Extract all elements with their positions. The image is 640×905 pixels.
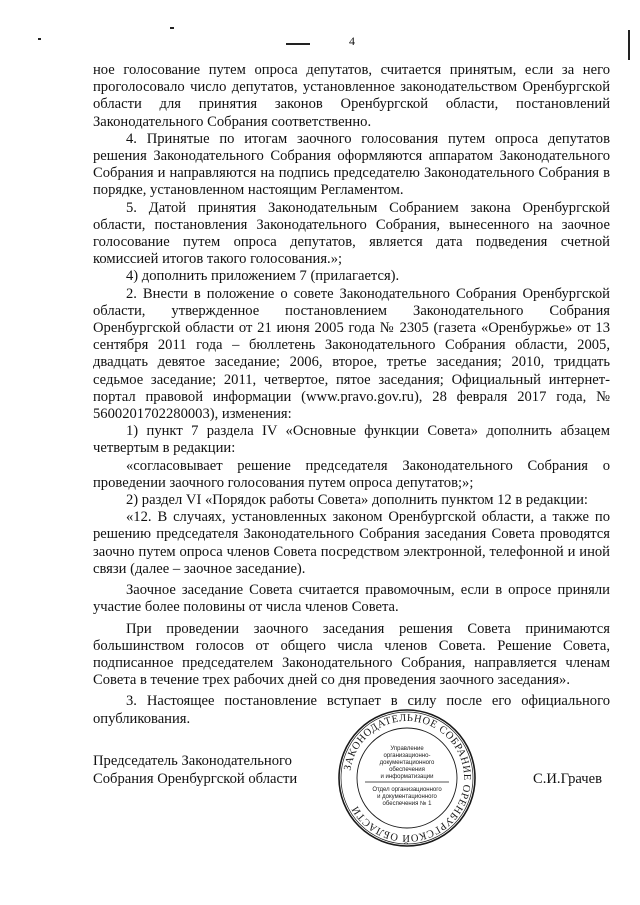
paragraph: Заочное заседание Совета считается правомочным, если в опросе приняли участие более половины от числа членов Совета. [93,582,610,616]
scan-mark [170,27,174,29]
paragraph: 1) пункт 7 раздела IV «Основные функции Совета» дополнить абзацем четвертым в редакции: [93,423,610,457]
position-line: Председатель Законодательного [93,753,292,769]
paragraph: «согласовывает решение председателя Законодательного Собрания о проведении заочного голосования путем опроса депутатов;»; [93,457,610,491]
official-seal [337,708,477,848]
seal-inner-line: и документационного [377,794,437,800]
seal-inner-line: Отдел организационного [372,787,442,793]
position-line: Собрания Оренбургской области [93,771,298,787]
body-text [93,62,610,728]
paragraph: 3. Настоящее постановление вступает в силу после его официального опубликования. [93,693,610,727]
signatory-name: С.И.Грачев [533,771,602,787]
paragraph: ное голосование путем опроса депутатов, считается принятым, если за него проголосовало число депутатов, установленное законодательством Оренбургской области для принятия законов Оренбургской области, постановлений Законодательного Собрания соответственно. [93,62,610,130]
paragraph: «12. В случаях, установленных законом Оренбургской области, а также по решению председателя Законодательного Собрания заседания Совета проводятся заочно путем опроса членов Совета посредством электронной, телефонной и иной связи (далее – заочное заседание). [93,509,610,577]
paragraph: 4. Принятые по итогам заочного голосования путем опроса депутатов решения Законодательного Собрания оформляются аппаратом Законодательного Собрания и направляются на подпись председателю Законодательного Собрания в порядке, установленном настоящим Регламентом. [93,130,610,199]
seal-inner-line: и информатизации [380,774,434,780]
signatory-position [93,752,323,788]
scan-mark [286,43,310,45]
page-number: 4 [349,34,355,48]
paragraph: 5. Датой принятия Законодательным Собранием закона Оренбургской области, постановления Законодательного Собрания, вынесенного на заочное голосование путем опроса депутатов, является дата подведения счетной комиссией итогов такого голосования.»; [93,199,610,268]
paragraph: При проведении заочного заседания решения Совета принимаются большинством голосов от общего числа членов Совета. Решение Совета, подписанное председателем Законодательного Собрания, направляется членам Совета в течение трех рабочих дней со дня проведения заочного заседания». [93,620,610,689]
seal-ring-text: ЗАКОНОДАТЕЛЬНОЕ СОБРАНИЕ ОРЕНБУРГСКОЙ ОБЛАСТИ [342,712,473,844]
seal-inner-line: документационного [379,760,435,766]
scan-mark [38,38,41,40]
seal-inner-line: организационно- [383,753,431,759]
paragraph: 4) дополнить приложением 7 (прилагается). [126,268,400,285]
seal-inner-line: обеспечения № 1 [382,801,432,807]
seal-inner-line: Управление [390,746,424,752]
seal-inner-line: обеспечения [389,767,425,773]
paragraph: 2) раздел VI «Порядок работы Совета» дополнить пунктом 12 в редакции: [126,492,588,509]
scan-mark [628,30,630,60]
paragraph: 2. Внести в положение о совете Законодательного Собрания Оренбургской области, утвержденное постановлением Законодательного Собрания Оренбургской области от 21 июня 2005 года № 2305 (газета «Оренбуржье» от 13 сентября 2011 года – бюллетень Законодательного Собрания области, 2005, двадцать девятое заседание; 2006, второе, третье заседания; 2010, тридцать седьмое заседание; 2011, четвертое, пятое заседания; Официальный интернет-портал правовой информации (www.pravo.gov.ru), 28 февраля 2017 года, № 5600201702280003), изменения: [93,285,610,423]
